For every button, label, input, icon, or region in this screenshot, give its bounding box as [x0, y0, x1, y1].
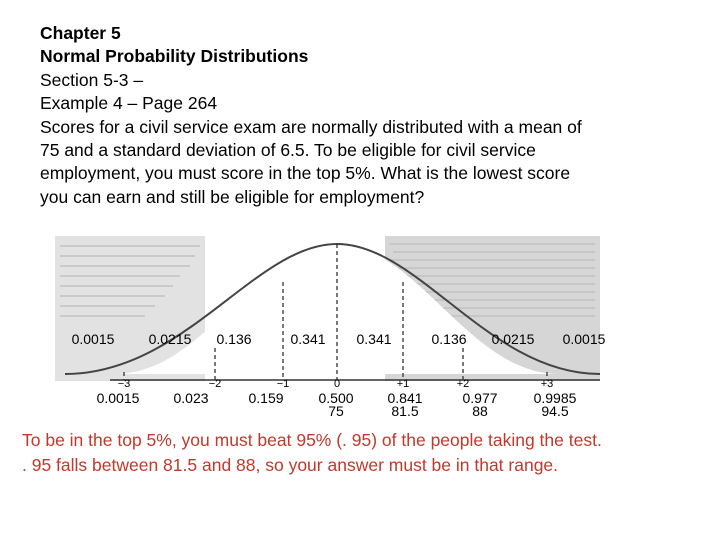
example-label: Example 4 – Page 264: [40, 93, 218, 114]
problem-line: you can earn and still be eligible for employment?: [40, 186, 425, 207]
slide-text: [40, 22, 710, 209]
region-probability: 0.136: [431, 331, 467, 347]
score-value: 81.5: [391, 403, 419, 419]
region-probability: 0.341: [290, 331, 326, 347]
z-tick: 0: [333, 378, 341, 390]
region-probability: 0.0215: [491, 331, 535, 347]
cumulative-value: 0.023: [173, 390, 209, 406]
region-probability: 0.341: [356, 331, 392, 347]
cumulative-value: 0.500 75: [318, 390, 354, 419]
z-tick: −3: [117, 378, 131, 390]
section-label: Section 5-3 –: [40, 69, 144, 90]
cumulative-value: 0.159: [248, 390, 284, 406]
region-probability: 0.0015: [562, 331, 606, 347]
normal-curve-figure: [55, 236, 606, 419]
region-probability: 0.0015: [71, 331, 115, 347]
z-tick: +1: [396, 378, 410, 390]
score-value: 88: [472, 403, 488, 419]
cumulative-value: 0.977 88: [462, 390, 498, 419]
problem-line: employment, you must score in the top 5%. What is the lowest score: [40, 163, 571, 184]
z-tick: −1: [276, 378, 290, 390]
answer-line: . 95 falls between 81.5 and 88, so your answer must be in that range.: [22, 455, 559, 475]
score-value: 94.5: [541, 403, 569, 419]
normal-curve-svg: [55, 236, 600, 412]
chapter-title: Chapter 5: [40, 23, 121, 43]
answer-explanation: [22, 428, 712, 478]
problem-line: Scores for a civil service exam are normally distributed with a mean of: [40, 116, 582, 137]
z-tick: +3: [540, 378, 554, 390]
cumulative-value: 0.9985 94.5: [533, 390, 577, 419]
region-probability: 0.0215: [148, 331, 192, 347]
answer-line: To be in the top 5%, you must beat 95% (. 95) of the people taking the test.: [22, 430, 602, 450]
z-tick: +2: [456, 378, 470, 390]
problem-line: 75 and a standard deviation of 6.5. To be eligible for civil service: [40, 140, 536, 161]
cumulative-value: 0.0015: [96, 390, 140, 406]
score-value: 75: [328, 403, 344, 419]
cumulative-value: 0.841 81.5: [387, 390, 423, 419]
z-tick: −2: [208, 378, 222, 390]
topic-title: Normal Probability Distributions: [40, 46, 309, 67]
region-probability: 0.136: [216, 331, 252, 347]
